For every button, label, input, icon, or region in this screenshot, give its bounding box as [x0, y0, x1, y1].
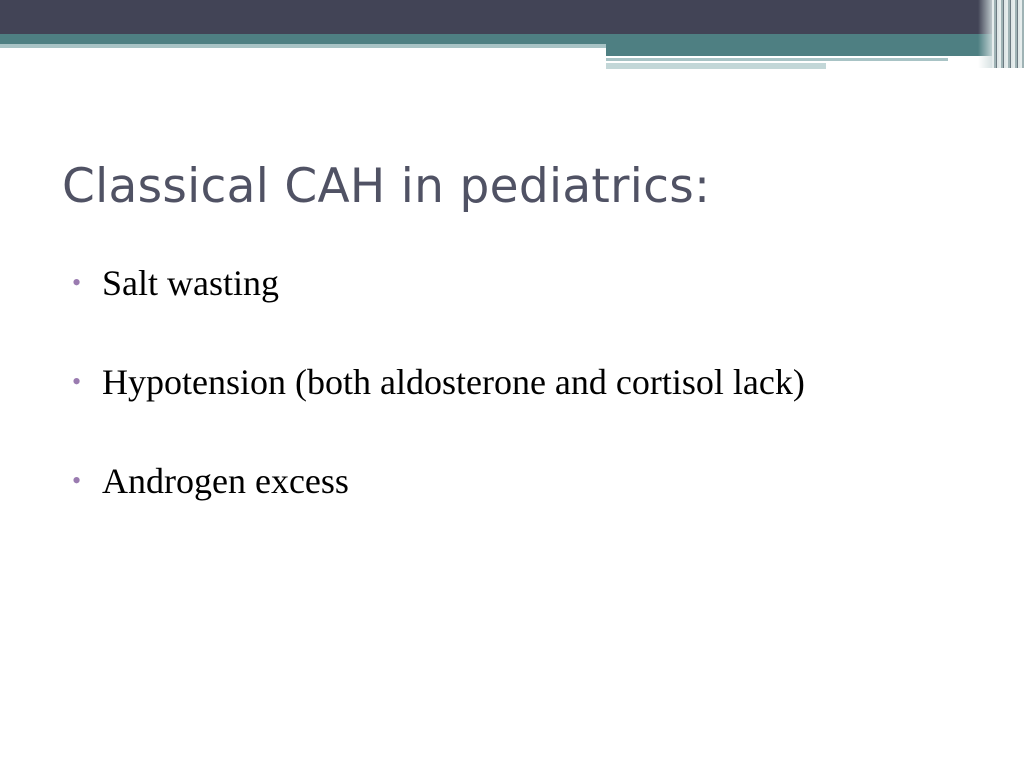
bullet-text: Androgen excess [102, 461, 349, 501]
banner-teal-band [0, 34, 1024, 44]
bullet-item [72, 456, 952, 506]
banner-dark-band [0, 0, 1024, 34]
banner-accent-line [606, 58, 948, 61]
bullet-item [72, 357, 952, 407]
banner-light-band [0, 44, 606, 48]
slide-title: Classical CAH in pediatrics: [62, 159, 711, 214]
banner-accent-line-short [606, 63, 826, 69]
bullet-text: Hypotension (both aldosterone and cortisol lack) [102, 362, 805, 402]
banner-step-band [606, 44, 1024, 56]
banner-stripes-fade [978, 0, 992, 68]
banner-stripes [992, 0, 1024, 68]
bullet-item [72, 258, 952, 308]
bullet-marker: • [72, 367, 82, 396]
bullet-list [72, 258, 952, 555]
bullet-text: Salt wasting [102, 263, 279, 303]
bullet-marker: • [72, 268, 82, 297]
bullet-marker: • [72, 466, 82, 495]
